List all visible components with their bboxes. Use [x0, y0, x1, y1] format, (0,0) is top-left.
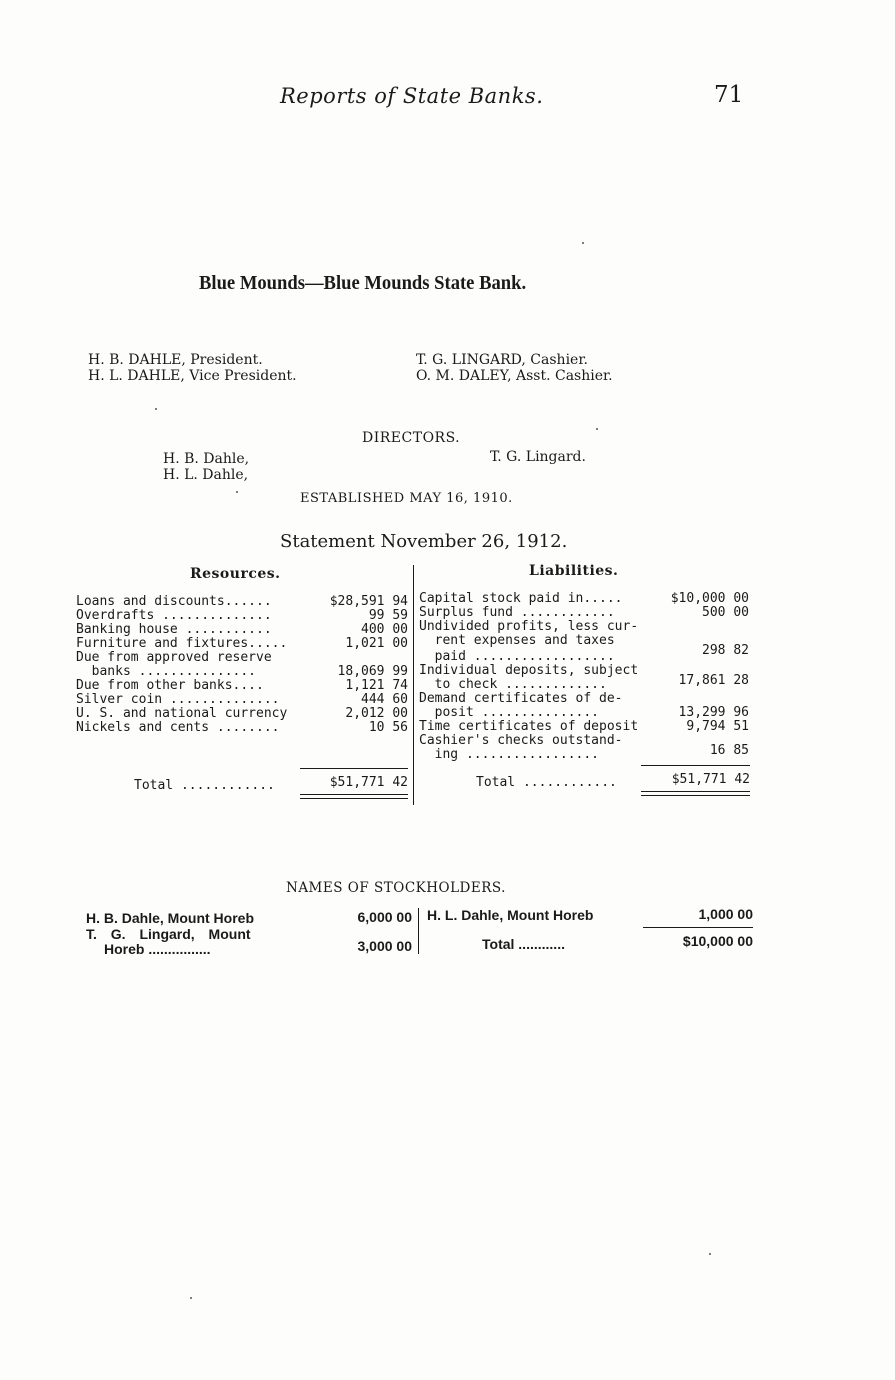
table-row — [419, 606, 749, 620]
row-amount: $28,591 94 — [329, 594, 408, 609]
table-row — [76, 679, 408, 693]
stockholders-total-label: Total ............ — [482, 936, 565, 952]
stockholders-total-amount: $10,000 00 — [682, 933, 753, 949]
table-row — [419, 743, 749, 762]
table-row — [76, 693, 408, 707]
scan-speck — [236, 491, 238, 493]
row-amount: 10 56 — [368, 720, 408, 735]
row-amount: 298 82 — [702, 643, 749, 658]
row-label: rent expenses and taxes — [419, 633, 615, 648]
row-label: Loans and discounts...... — [76, 594, 272, 609]
resources-total-rule — [300, 768, 408, 769]
liabilities-double-rule — [641, 795, 750, 796]
directors-heading: DIRECTORS. — [362, 430, 461, 446]
row-label: to check ............. — [419, 677, 607, 692]
table-row — [419, 620, 749, 634]
row-label: Individual deposits, subject — [419, 663, 639, 678]
row-label: Surplus fund ............ — [419, 605, 615, 620]
table-row — [419, 592, 749, 606]
row-label: paid .................. — [419, 649, 615, 664]
row-label: Silver coin .............. — [76, 692, 280, 707]
row-label: posit ............... — [419, 705, 600, 720]
table-row — [419, 706, 749, 720]
row-label: Cashier's checks outstand- — [419, 733, 623, 748]
liabilities-total-rule — [641, 765, 750, 766]
stockholders-total-rule — [643, 927, 753, 928]
row-label: Due from approved reserve — [76, 650, 272, 665]
stockholder-name: T. G. Lingard, Mount — [86, 926, 251, 942]
row-amount: 444 60 — [361, 692, 408, 707]
officer-cashier: T. G. LINGARD, Cashier. — [416, 352, 588, 368]
table-row — [76, 651, 408, 665]
liabilities-total-amount: $51,771 42 — [671, 772, 750, 787]
row-label: Banking house ........... — [76, 622, 272, 637]
row-amount: 16 85 — [709, 743, 749, 758]
row-label: Nickels and cents ........ — [76, 720, 280, 735]
stockholder-name: H. B. Dahle, Mount Horeb — [86, 910, 254, 926]
row-label: Demand certificates of de- — [419, 691, 623, 706]
row-label: Due from other banks.... — [76, 678, 264, 693]
row-amount: 1,121 74 — [345, 678, 408, 693]
row-label: Time certificates of deposit — [419, 719, 639, 734]
resources-total-label: Total ............ — [134, 778, 275, 793]
resources-heading: Resources. — [190, 566, 281, 582]
row-amount: 13,299 96 — [678, 705, 749, 720]
statement-title: Statement November 26, 1912. — [280, 531, 568, 552]
liabilities-double-rule — [641, 791, 750, 792]
table-row — [419, 692, 749, 706]
row-label: Undivided profits, less cur- — [419, 619, 639, 634]
table-row — [76, 609, 408, 623]
scan-speck — [155, 408, 157, 410]
stockholders-heading: NAMES OF STOCKHOLDERS. — [286, 880, 506, 896]
table-row — [419, 734, 749, 748]
liabilities-table — [419, 592, 749, 762]
officer-president: H. B. DAHLE, President. — [88, 352, 263, 368]
running-header-title: Reports of State Banks. — [280, 84, 544, 108]
row-amount: 1,021 00 — [345, 636, 408, 651]
row-label: U. S. and national currency — [76, 706, 288, 721]
scan-speck — [596, 428, 598, 430]
table-row — [419, 643, 749, 664]
row-amount: $10,000 00 — [670, 591, 749, 606]
row-amount: 18,069 99 — [337, 664, 408, 679]
row-label: Furniture and fixtures..... — [76, 636, 288, 651]
row-label: banks ............... — [76, 664, 257, 679]
scan-speck — [190, 1297, 192, 1299]
table-row — [76, 707, 408, 721]
center-divider — [413, 565, 414, 805]
scan-speck — [582, 242, 584, 244]
table-row — [419, 720, 749, 734]
officer-asst-cashier: O. M. DALEY, Asst. Cashier. — [416, 368, 613, 384]
established-date: ESTABLISHED MAY 16, 1910. — [300, 491, 513, 506]
resources-table — [76, 595, 408, 735]
table-row — [76, 623, 408, 637]
officer-vice-president: H. L. DAHLE, Vice President. — [88, 368, 297, 384]
page-number: 71 — [714, 82, 744, 108]
liabilities-total-label: Total ............ — [476, 775, 617, 790]
stockholders-divider — [418, 908, 419, 954]
row-amount: 99 59 — [368, 608, 408, 623]
director-name: H. L. Dahle, — [163, 467, 249, 483]
scan-speck — [709, 1253, 711, 1255]
stockholder-name: H. L. Dahle, Mount Horeb — [427, 907, 594, 923]
table-row — [419, 634, 749, 648]
row-label: Overdrafts .............. — [76, 608, 272, 623]
stockholder-amount: 3,000 00 — [357, 938, 412, 954]
table-row — [76, 637, 408, 651]
stockholder-amount: 1,000 00 — [698, 906, 753, 922]
stockholder-amount: 6,000 00 — [357, 909, 412, 925]
table-row — [76, 595, 408, 609]
row-amount: 9,794 51 — [686, 719, 749, 734]
resources-double-rule — [300, 794, 408, 795]
row-amount: 2,012 00 — [345, 706, 408, 721]
row-label: Capital stock paid in..... — [419, 591, 623, 606]
row-label: ing ................. — [419, 747, 600, 762]
stockholder-name: Horeb ................ — [104, 941, 211, 957]
row-amount: 400 00 — [361, 622, 408, 637]
bank-title: Blue Mounds—Blue Mounds State Bank. — [199, 272, 527, 294]
director-name: H. B. Dahle, — [163, 451, 250, 467]
resources-total-amount: $51,771 42 — [329, 775, 408, 790]
director-name: T. G. Lingard. — [490, 449, 586, 465]
table-row — [76, 721, 408, 735]
table-row — [419, 673, 749, 692]
row-amount: 17,861 28 — [678, 673, 749, 688]
row-amount: 500 00 — [702, 605, 749, 620]
liabilities-heading: Liabilities. — [529, 563, 619, 579]
table-row — [76, 665, 408, 679]
resources-double-rule — [300, 798, 408, 799]
